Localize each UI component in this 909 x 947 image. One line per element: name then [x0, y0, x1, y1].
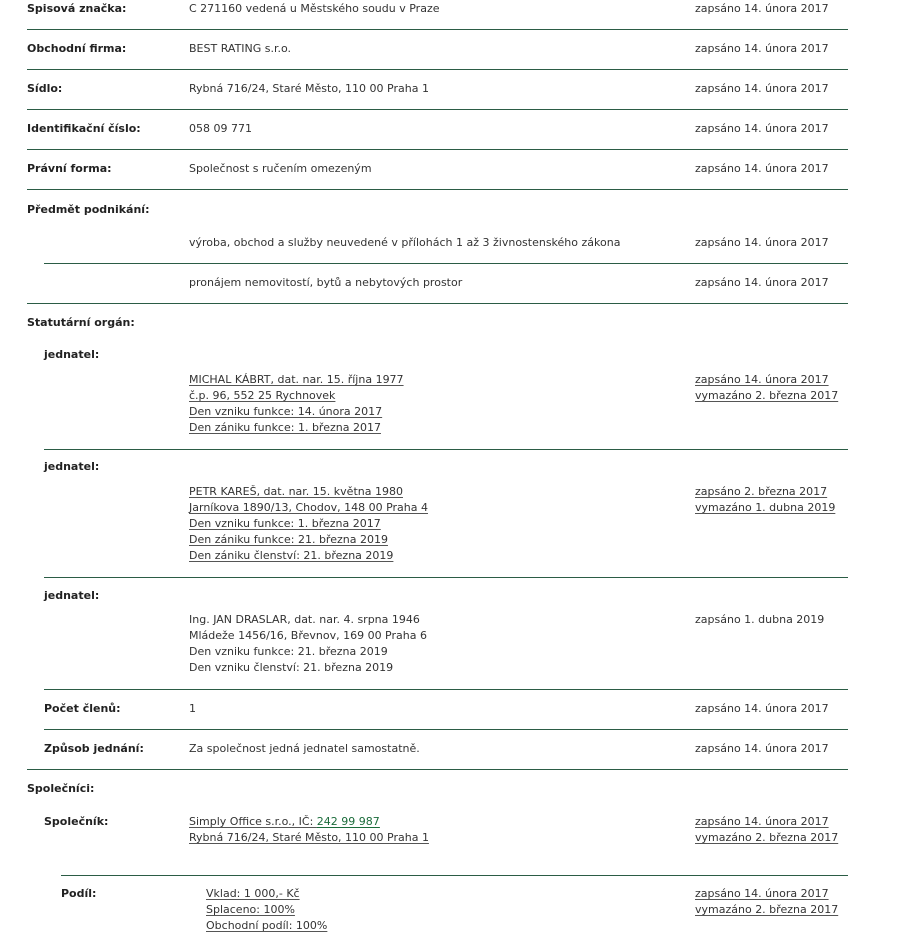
divider — [27, 29, 848, 30]
jednatel-detail: Den zániku funkce: 1. března 2017 — [189, 421, 381, 434]
spisova-value: C 271160 vedená u Městského soudu v Praze — [189, 2, 440, 15]
sidlo-label: Sídlo: — [27, 82, 63, 95]
spolecnik-label: Společník: — [44, 815, 109, 828]
spolecnik-name-text: Simply Office s.r.o., IČ: — [189, 815, 317, 828]
jednatel-label: jednatel: — [44, 348, 100, 361]
jednatel-name: PETR KAREŠ, dat. nar. 15. května 1980 — [189, 485, 403, 498]
jednatel-date: vymazáno 2. března 2017 — [695, 389, 839, 402]
forma-label: Právní forma: — [27, 162, 112, 175]
zpusob-value: Za společnost jedná jednatel samostatně. — [189, 742, 420, 755]
predmet-label: Předmět podnikání: — [27, 203, 150, 216]
podil-obchodni: Obchodní podíl: 100% — [206, 919, 328, 932]
divider — [44, 449, 848, 450]
ico-link[interactable]: 242 99 987 — [316, 815, 380, 828]
divider — [27, 109, 848, 110]
jednatel-detail: Den vzniku členství: 21. března 2019 — [189, 661, 394, 674]
jednatel-detail: Den vzniku funkce: 21. března 2019 — [189, 645, 388, 658]
jednatel-name: Ing. JAN DRASLAR, dat. nar. 4. srpna 1946 — [189, 613, 420, 626]
jednatel-address: Mládeže 1456/16, Břevnov, 169 00 Praha 6 — [189, 629, 427, 642]
divider — [61, 875, 848, 876]
jednatel-date: vymazáno 1. dubna 2019 — [695, 501, 836, 514]
divider — [27, 189, 848, 190]
divider — [27, 149, 848, 150]
jednatel-detail: Den zániku funkce: 21. března 2019 — [189, 533, 388, 546]
sidlo-date: zapsáno 14. února 2017 — [695, 82, 829, 95]
forma-value: Společnost s ručením omezeným — [189, 162, 372, 175]
divider — [44, 263, 848, 264]
divider — [44, 577, 848, 578]
divider — [44, 689, 848, 690]
jednatel-date: zapsáno 2. března 2017 — [695, 485, 828, 498]
jednatel-date: zapsáno 1. dubna 2019 — [695, 613, 825, 626]
podil-splaceno: Splaceno: 100% — [206, 903, 295, 916]
spolecnici-label: Společníci: — [27, 782, 95, 795]
spisova-label: Spisová značka: — [27, 2, 127, 15]
podil-label: Podíl: — [61, 887, 97, 900]
ico-value: 058 09 771 — [189, 122, 252, 135]
podil-vklad: Vklad: 1 000,- Kč — [206, 887, 300, 900]
predmet-item-date: zapsáno 14. února 2017 — [695, 276, 829, 289]
divider — [27, 303, 848, 304]
divider — [27, 769, 848, 770]
forma-date: zapsáno 14. února 2017 — [695, 162, 829, 175]
ico-date: zapsáno 14. února 2017 — [695, 122, 829, 135]
zpusob-label: Způsob jednání: — [44, 742, 144, 755]
spolecnik-address: Rybná 716/24, Staré Město, 110 00 Praha 1 — [189, 831, 429, 844]
spolecnik-date: vymazáno 2. března 2017 — [695, 831, 839, 844]
jednatel-detail: Den zániku členství: 21. března 2019 — [189, 549, 394, 562]
predmet-item: výroba, obchod a služby neuvedené v přílohách 1 až 3 živnostenského zákona — [189, 236, 621, 249]
jednatel-address: č.p. 96, 552 25 Rychnovek — [189, 389, 336, 402]
zpusob-date: zapsáno 14. února 2017 — [695, 742, 829, 755]
sidlo-value: Rybná 716/24, Staré Město, 110 00 Praha 1 — [189, 82, 429, 95]
jednatel-name: MICHAL KÁBRT, dat. nar. 15. října 1977 — [189, 373, 404, 386]
pocet-label: Počet členů: — [44, 702, 121, 715]
jednatel-detail: Den vzniku funkce: 14. února 2017 — [189, 405, 383, 418]
pocet-value: 1 — [189, 702, 196, 715]
podil-date: vymazáno 2. března 2017 — [695, 903, 839, 916]
jednatel-label: jednatel: — [44, 460, 100, 473]
jednatel-date: zapsáno 14. února 2017 — [695, 373, 829, 386]
predmet-item-date: zapsáno 14. února 2017 — [695, 236, 829, 249]
jednatel-address: Jarníkova 1890/13, Chodov, 148 00 Praha 4 — [189, 501, 428, 514]
podil-date: zapsáno 14. února 2017 — [695, 887, 829, 900]
jednatel-detail: Den vzniku funkce: 1. března 2017 — [189, 517, 381, 530]
jednatel-label: jednatel: — [44, 589, 100, 602]
spolecnik-date: zapsáno 14. února 2017 — [695, 815, 829, 828]
firma-date: zapsáno 14. února 2017 — [695, 42, 829, 55]
firma-value: BEST RATING s.r.o. — [189, 42, 292, 55]
ico-label: Identifikační číslo: — [27, 122, 141, 135]
statutarni-label: Statutární orgán: — [27, 316, 135, 329]
spisova-date: zapsáno 14. února 2017 — [695, 2, 829, 15]
spolecnik-name — [189, 814, 380, 830]
pocet-date: zapsáno 14. února 2017 — [695, 702, 829, 715]
firma-label: Obchodní firma: — [27, 42, 127, 55]
divider — [44, 729, 848, 730]
divider — [27, 69, 848, 70]
predmet-item: pronájem nemovitostí, bytů a nebytových prostor — [189, 276, 463, 289]
